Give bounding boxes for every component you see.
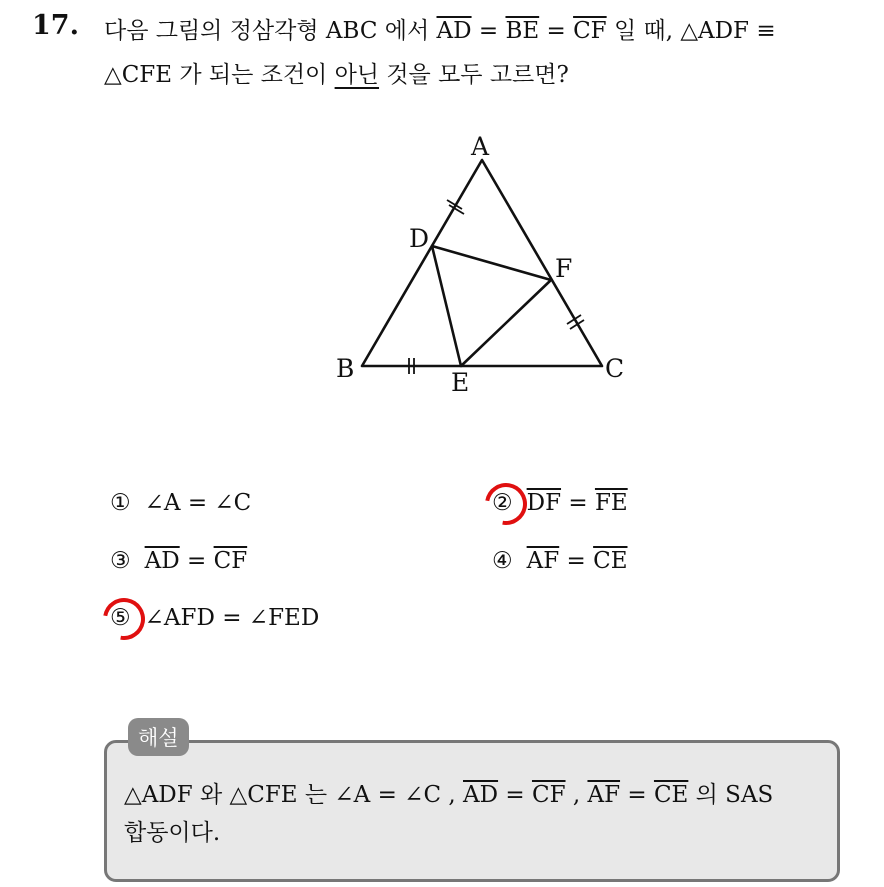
triangle-def <box>432 246 551 366</box>
segment: $\overline{DF}$ <box>526 490 562 516</box>
choice-3 <box>110 548 247 574</box>
segment: $\overline{CF}$ <box>213 548 248 574</box>
comma: , <box>565 782 588 808</box>
choice-1 <box>110 490 251 516</box>
choice-number: ① <box>110 490 131 516</box>
segment: $\overline{AD}$ <box>144 548 180 574</box>
segment-cf: $\overline{CF}$ <box>573 18 607 44</box>
choice-number: ③ <box>110 548 131 574</box>
solution-text <box>124 776 834 852</box>
solution-tag: 해설 <box>128 718 189 756</box>
label-b: B <box>336 354 355 383</box>
choice-4 <box>492 548 628 574</box>
segment: $\overline{AF}$ <box>526 548 560 574</box>
segment: $\overline{CE}$ <box>593 548 628 574</box>
equals: = <box>539 18 574 44</box>
choice-text: ∠AFD = ∠FED <box>144 605 320 631</box>
question-text: △CFE 가 되는 조건이 <box>104 62 335 88</box>
equals: = <box>471 18 506 44</box>
choice-number: ⑤ <box>110 605 131 631</box>
question-line-2 <box>104 58 569 92</box>
label-c: C <box>605 354 625 383</box>
segment-be: $\overline{BE}$ <box>505 18 540 44</box>
triangle-figure <box>300 120 640 400</box>
red-circle-mark-icon <box>477 475 535 533</box>
solution-line: △ADF 와 △CFE 는 ∠A = ∠C , <box>124 782 463 808</box>
choice-text: ∠A = ∠C <box>144 490 252 516</box>
choice-text: = <box>559 548 594 574</box>
equals: = <box>498 782 532 808</box>
equals: = <box>620 782 654 808</box>
segment: $\overline{AF}$ <box>587 782 621 808</box>
question-text: 일 때, △ADF ≡ <box>606 18 776 44</box>
segment-ad: $\overline{AD}$ <box>436 18 472 44</box>
question-number: 17. <box>32 10 79 41</box>
label-f: F <box>555 254 573 283</box>
segment: $\overline{CF}$ <box>531 782 566 808</box>
question-text: 것을 모두 고르면? <box>379 62 569 88</box>
question-line-1 <box>104 14 776 48</box>
label-d: D <box>409 224 430 253</box>
segment: $\overline{FE}$ <box>594 490 628 516</box>
segment: $\overline{CE}$ <box>653 782 689 808</box>
underlined-not: 아닌 <box>334 62 380 88</box>
choice-number: ④ <box>492 548 513 574</box>
choice-number: ② <box>492 490 513 516</box>
segment: $\overline{AD}$ <box>463 782 499 808</box>
solution-line: 의 SAS <box>688 782 774 808</box>
solution-line-2: 합동이다. <box>124 820 221 846</box>
choice-text: = <box>179 548 214 574</box>
choice-text: = <box>561 490 595 516</box>
question-text: 다음 그림의 정삼각형 ABC 에서 <box>104 18 437 44</box>
label-e: E <box>451 368 470 397</box>
label-a: A <box>471 132 490 161</box>
red-circle-mark-icon <box>95 590 153 648</box>
